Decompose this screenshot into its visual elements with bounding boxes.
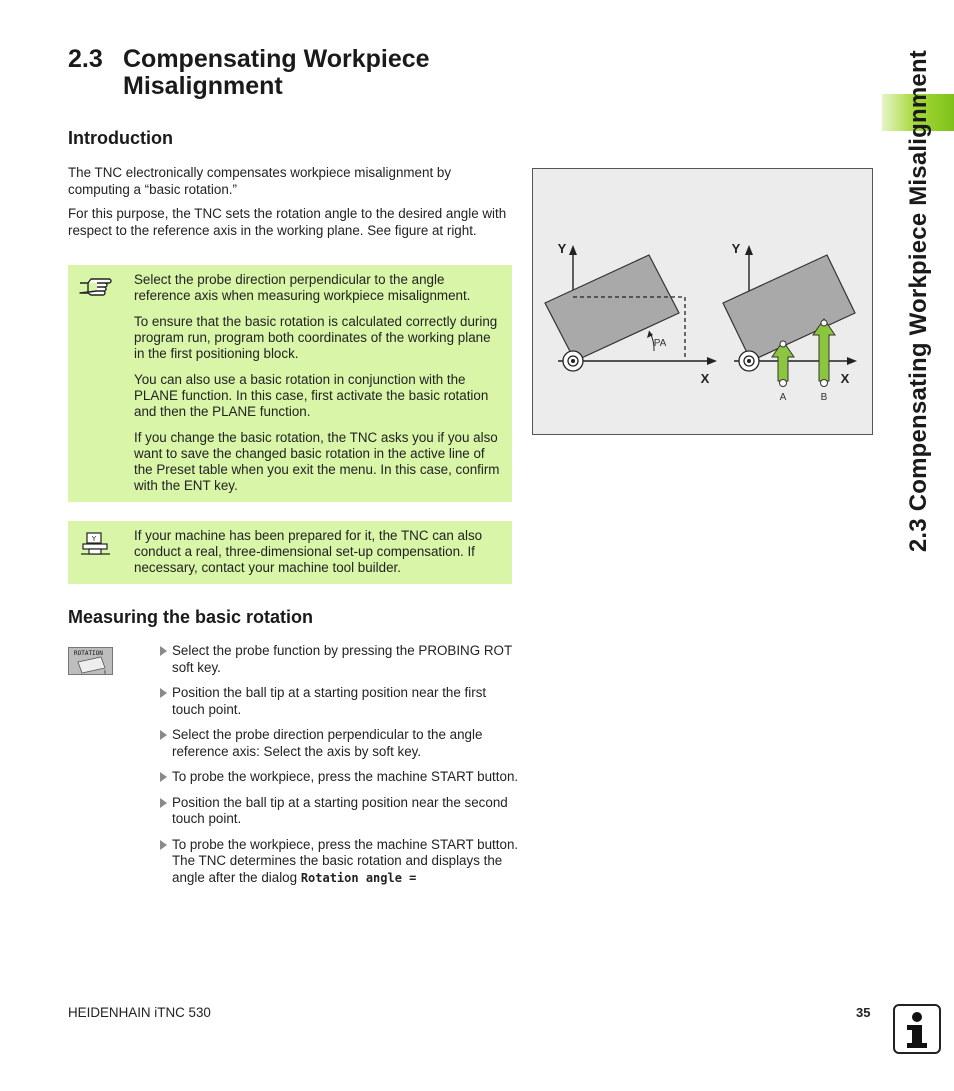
dialog-code: Rotation angle =	[300, 870, 417, 885]
softkey-label: ROTATION	[74, 650, 103, 657]
pointing-hand-icon	[78, 275, 114, 303]
step-arrow-icon	[160, 646, 167, 656]
right-workpiece-plate	[723, 255, 855, 361]
step-arrow-icon	[160, 730, 167, 740]
note2-text: If your machine has been prepared for it, the TNC can also conduct a real, three-dimensional set-up compensation. If necessary, contact your machine tool builder.	[134, 528, 483, 575]
note-box-machine	[68, 521, 512, 584]
note1-paragraph-2: To ensure that the basic rotation is calculated correctly during program run, program both coordinates of the working plane in the first positioning block.	[134, 314, 498, 361]
section-number: 2.3	[68, 45, 103, 73]
step-5: Position the ball tip at a starting position near the second touch point.	[160, 795, 520, 828]
intro-paragraph-2: For this purpose, the TNC sets the rotation angle to the desired angle with respect to the reference axis in the working plane. See figure at right.	[68, 206, 507, 238]
measuring-heading: Measuring the basic rotation	[68, 607, 314, 627]
vertical-section-title: 2.3 Compensating Workpiece Misalignment	[905, 50, 932, 553]
step-arrow-icon	[160, 772, 167, 782]
info-glyph	[895, 1006, 939, 1052]
rotation-softkey-icon	[69, 648, 114, 676]
title-line-2: Misalignment	[123, 72, 283, 100]
machine-note-icon	[80, 532, 112, 562]
left-x-label: X	[700, 371, 710, 386]
right-x-label: X	[840, 371, 850, 386]
info-icon[interactable]	[893, 1004, 941, 1054]
rotation-softkey[interactable]	[68, 647, 113, 675]
step-4: To probe the workpiece, press the machine START button.	[160, 769, 520, 786]
svg-text:Y: Y	[91, 535, 97, 543]
note1-paragraph-1: Select the probe direction perpendicular to the angle reference axis when measuring workpiece misalignment.	[134, 272, 471, 303]
step-arrow-icon	[160, 688, 167, 698]
step-arrow-icon	[160, 840, 167, 850]
note-box-probe-direction	[68, 265, 512, 502]
step-2: Position the ball tip at a starting position near the first touch point.	[160, 685, 520, 718]
basic-rotation-diagram	[533, 169, 872, 434]
note1-paragraph-4: If you change the basic rotation, the TNC asks you if you also want to save the changed basic rotation in the active line of the Preset table when you exit the menu. In this case, confirm with the ENT key.	[134, 430, 500, 493]
procedure-steps	[160, 643, 520, 895]
step-arrow-icon	[160, 798, 167, 808]
page-number: 35	[856, 1005, 871, 1020]
title-line-1: Compensating Workpiece	[123, 45, 430, 73]
page-title	[68, 46, 430, 100]
footer-product: HEIDENHAIN iTNC 530	[68, 1005, 211, 1020]
right-y-label: Y	[731, 241, 741, 256]
basic-rotation-figure	[532, 168, 873, 435]
point-b-label: B	[820, 392, 828, 403]
step-6: To probe the workpiece, press the machine START button. The TNC determines the basic rotation and displays the angle after the dialog Rotation angle =	[160, 837, 520, 887]
step-3: Select the probe direction perpendicular to the angle reference axis: Select the axis by soft key.	[160, 727, 520, 760]
intro-paragraph-1: The TNC electronically compensates workpiece misalignment by computing a “basic rotation.”	[68, 165, 452, 197]
angle-pa-label: PA	[653, 338, 667, 349]
point-a-label: A	[779, 392, 787, 403]
step-1: Select the probe function by pressing the PROBING ROT soft key.	[160, 643, 520, 676]
introduction-heading: Introduction	[68, 128, 173, 148]
note1-paragraph-3: You can also use a basic rotation in conjunction with the PLANE function. In this case, first activate the basic rotation and then the PLANE function.	[134, 372, 489, 419]
left-y-label: Y	[557, 241, 567, 256]
